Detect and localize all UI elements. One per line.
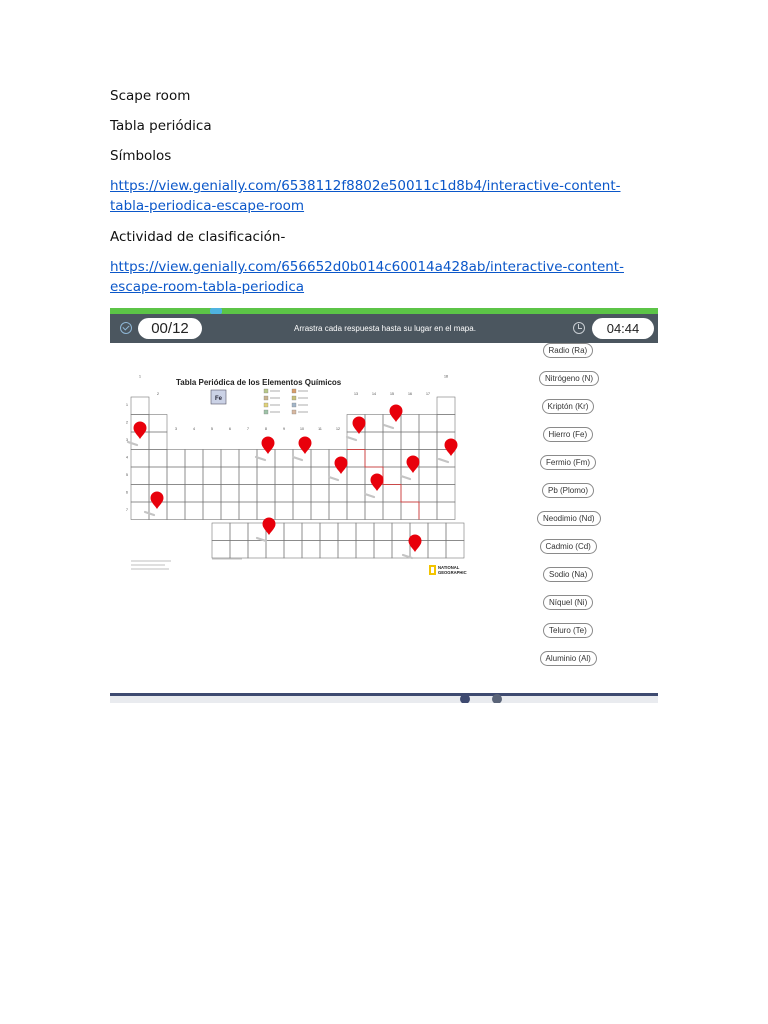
check-icon	[120, 322, 132, 334]
element-cell	[401, 502, 419, 520]
doc-subtitle: Tabla periódica	[110, 118, 212, 134]
group-label: 3	[175, 427, 177, 431]
period-label: 6	[126, 490, 128, 495]
group-label: 1	[139, 374, 141, 379]
drop-target-shadow	[403, 555, 412, 558]
answer-chip[interactable]: Aluminio (Al)	[540, 651, 597, 666]
element-cell	[347, 467, 365, 485]
drop-target-shadow	[401, 476, 410, 479]
answer-chip[interactable]: Nitrógeno (N)	[539, 371, 599, 386]
element-cell	[239, 485, 257, 503]
element-cell	[347, 485, 365, 503]
group-label: 16	[408, 392, 412, 396]
national-geographic-logo	[429, 565, 469, 577]
element-cell	[185, 502, 203, 520]
element-cell	[185, 467, 203, 485]
group-label: 5	[211, 427, 213, 431]
clock-icon	[573, 322, 585, 334]
element-cell	[293, 467, 311, 485]
period-label: 3	[126, 438, 128, 442]
element-cell	[401, 485, 419, 503]
element-cell	[293, 485, 311, 503]
element-cell	[311, 485, 329, 503]
nav-dot[interactable]	[492, 694, 502, 703]
element-cell	[257, 485, 275, 503]
f-block-cell	[428, 523, 446, 541]
period-label: 7	[126, 508, 128, 512]
genially-link-1[interactable]: https://view.genially.com/6538112f8802e50011c1d8b4/interactive-content-tabla-periodica-escape-room	[110, 178, 621, 214]
drop-target-shadow	[145, 512, 154, 515]
element-cell	[419, 485, 437, 503]
element-cell	[167, 485, 185, 503]
f-block-cell	[230, 541, 248, 559]
element-cell	[275, 450, 293, 468]
element-cell	[257, 467, 275, 485]
doc-title: Scape room	[110, 88, 191, 104]
f-block-cell	[320, 523, 338, 541]
periodic-table-grid	[120, 373, 470, 583]
element-cell	[131, 467, 149, 485]
map-pin-icon	[263, 518, 276, 536]
element-cell	[149, 467, 167, 485]
doc-section-clasificacion: Actividad de clasificación-	[110, 229, 286, 245]
f-block-cell	[284, 523, 302, 541]
element-cell	[203, 485, 221, 503]
instruction-text: Arrastra cada respuesta hasta su lugar en el mapa.	[294, 324, 476, 333]
logo-line-2: GEOGRAPHIC	[438, 570, 467, 575]
answer-chip[interactable]: Níquel (Ni)	[543, 595, 593, 610]
map-pin-icon	[371, 474, 384, 492]
group-label: 2	[157, 392, 159, 396]
element-cell	[437, 415, 455, 433]
f-block-cell	[428, 541, 446, 559]
element-cell	[149, 450, 167, 468]
element-cell	[329, 485, 347, 503]
element-cell	[221, 450, 239, 468]
legend-swatch	[264, 396, 268, 400]
answer-chip[interactable]: Teluro (Te)	[543, 623, 593, 638]
element-cell	[239, 467, 257, 485]
f-block-cell	[212, 541, 230, 559]
group-label: 18	[444, 374, 448, 379]
answer-chip[interactable]: Neodimio (Nd)	[537, 511, 601, 526]
element-cell	[437, 467, 455, 485]
f-block-cell	[266, 541, 284, 559]
map-pin-icon	[262, 437, 275, 455]
legend-swatch	[292, 410, 296, 414]
element-cell	[131, 502, 149, 520]
legend-swatch	[292, 396, 296, 400]
element-cell	[221, 467, 239, 485]
drop-target-shadow	[329, 477, 338, 480]
group-label: 15	[390, 392, 394, 396]
element-cell	[149, 432, 167, 450]
element-cell	[365, 485, 383, 503]
element-cell	[185, 485, 203, 503]
element-cell	[149, 415, 167, 433]
element-cell	[275, 467, 293, 485]
score-counter: 00/12	[138, 318, 202, 339]
map-pin-icon	[409, 535, 422, 553]
drop-target-shadow	[293, 457, 302, 460]
group-label: 17	[426, 392, 430, 396]
answer-chip[interactable]: Radio (Ra)	[543, 343, 594, 358]
element-cell	[419, 415, 437, 433]
group-label: 6	[229, 427, 231, 431]
period-label: 1	[126, 403, 128, 407]
element-cell	[203, 467, 221, 485]
element-cell	[401, 415, 419, 433]
element-cell	[167, 502, 185, 520]
element-cell	[167, 467, 185, 485]
group-label: 10	[300, 427, 304, 431]
legend-swatch	[264, 403, 268, 407]
f-block-cell	[338, 541, 356, 559]
f-block-cell	[248, 541, 266, 559]
f-block-cell	[230, 523, 248, 541]
legend-swatch	[264, 410, 268, 414]
element-cell	[203, 450, 221, 468]
f-block-cell	[374, 541, 392, 559]
map-pin-icon	[407, 456, 420, 474]
f-block-cell	[212, 523, 230, 541]
map-pin-icon	[445, 439, 458, 457]
element-cell	[365, 432, 383, 450]
element-cell	[365, 502, 383, 520]
map-pin-icon	[335, 457, 348, 475]
f-block-cell	[302, 541, 320, 559]
element-cell	[437, 485, 455, 503]
element-cell	[437, 502, 455, 520]
element-cell	[419, 450, 437, 468]
element-cell	[257, 502, 275, 520]
map-pin-icon	[299, 437, 312, 455]
element-cell	[275, 502, 293, 520]
legend-swatch	[292, 403, 296, 407]
map-pin-icon	[353, 417, 366, 435]
map-pin-icon	[390, 405, 403, 423]
drop-target-shadow	[384, 425, 393, 428]
logo-line-1: NATIONAL	[438, 565, 460, 570]
element-cell	[383, 467, 401, 485]
group-label: 7	[247, 427, 249, 431]
element-cell	[311, 467, 329, 485]
drop-target-shadow	[439, 459, 448, 462]
element-cell	[383, 450, 401, 468]
element-cell	[401, 432, 419, 450]
element-cell	[383, 502, 401, 520]
element-cell	[131, 485, 149, 503]
periodic-table-title: Tabla Periódica de los Elementos Químicos	[176, 378, 342, 387]
f-block-cell	[374, 523, 392, 541]
group-label: 8	[265, 427, 267, 431]
element-cell	[275, 485, 293, 503]
bottom-nav-bar	[110, 696, 658, 703]
element-cell	[293, 502, 311, 520]
element-cell	[203, 502, 221, 520]
element-cell	[239, 502, 257, 520]
group-label: 11	[318, 427, 322, 431]
f-block-cell	[446, 523, 464, 541]
element-cell	[131, 450, 149, 468]
element-cell	[239, 450, 257, 468]
element-cell	[419, 502, 437, 520]
group-label: 9	[283, 427, 285, 431]
answer-chip[interactable]: Pb (Plomo)	[542, 483, 594, 498]
element-cell	[221, 485, 239, 503]
drop-target-shadow	[128, 442, 137, 445]
element-cell	[329, 502, 347, 520]
map-pin-icon	[151, 492, 164, 510]
genially-link-2[interactable]: https://view.genially.com/656652d0b014c60014a428ab/interactive-content-escape-room-tabla-periodica	[110, 259, 624, 295]
escape-room-embed	[110, 308, 658, 703]
f-block-cell	[302, 523, 320, 541]
element-cell	[437, 397, 455, 415]
period-label: 5	[126, 473, 128, 477]
legend-swatch	[264, 389, 268, 393]
element-cell	[311, 450, 329, 468]
game-toolbar	[110, 314, 658, 343]
f-block-cell	[338, 523, 356, 541]
f-block-cell	[392, 523, 410, 541]
element-cell	[131, 397, 149, 415]
f-block-cell	[356, 523, 374, 541]
countdown-timer: 04:44	[592, 318, 654, 339]
group-label: 12	[336, 427, 340, 431]
f-block-cell	[356, 541, 374, 559]
answer-chip[interactable]: Kriptón (Kr)	[542, 399, 595, 414]
answer-chip[interactable]: Cadmio (Cd)	[540, 539, 597, 554]
element-cell	[365, 450, 383, 468]
periodic-table-map	[120, 373, 470, 583]
element-cell	[365, 415, 383, 433]
period-label: 4	[126, 455, 128, 460]
element-cell	[347, 502, 365, 520]
group-label: 4	[193, 427, 195, 431]
answer-chip[interactable]: Sodio (Na)	[543, 567, 593, 582]
element-cell	[419, 467, 437, 485]
element-cell	[347, 450, 365, 468]
f-block-cell	[446, 541, 464, 559]
nav-dot[interactable]	[460, 694, 470, 703]
drop-target-shadow	[256, 457, 265, 460]
group-label: 14	[372, 392, 376, 396]
element-cell	[311, 502, 329, 520]
f-block-cell	[320, 541, 338, 559]
logo-yellow-frame-icon	[429, 565, 436, 575]
element-cell	[167, 450, 185, 468]
doc-section-simbolos: Símbolos	[110, 148, 172, 164]
drop-target-shadow	[365, 494, 374, 497]
element-cell	[419, 432, 437, 450]
element-cell	[185, 450, 203, 468]
f-block-cell	[284, 541, 302, 559]
answer-chip[interactable]: Fermio (Fm)	[540, 455, 596, 470]
map-pin-icon	[134, 422, 147, 440]
group-label: 13	[354, 392, 358, 396]
element-cell	[383, 432, 401, 450]
legend-swatch	[292, 389, 296, 393]
legend-sample-symbol: Fe	[214, 396, 223, 402]
period-label: 2	[126, 420, 128, 425]
drop-target-shadow	[347, 437, 356, 440]
element-cell	[221, 502, 239, 520]
answer-chip[interactable]: Hierro (Fe)	[543, 427, 594, 442]
element-cell	[383, 485, 401, 503]
